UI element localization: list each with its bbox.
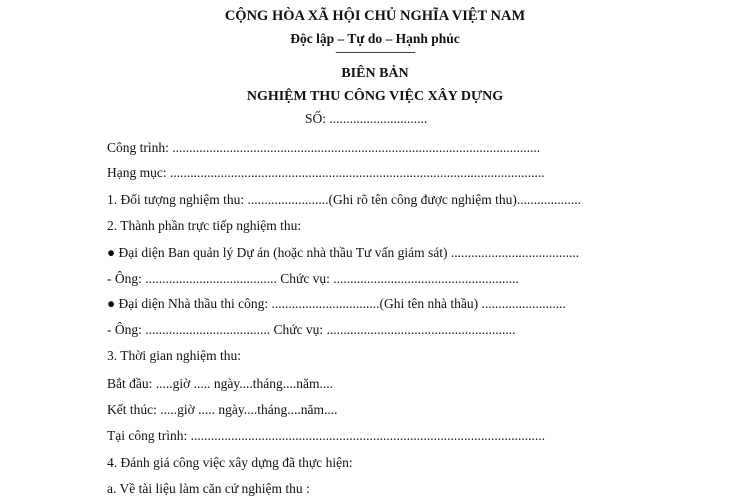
motto: Độc lập – Tự do – Hạnh phúc <box>290 31 460 46</box>
motto-underline: ---------------------------------- <box>335 47 415 58</box>
field-ket-thuc: Kết thúc: .....giờ ..... ngày....tháng....năm.... <box>107 402 338 417</box>
section-thoi-gian: 3. Thời gian nghiệm thu: <box>107 348 242 363</box>
field-cong-trinh: Công trình: ............................................................................................................. <box>107 140 541 155</box>
section-thanh-phan: 2. Thành phần trực tiếp nghiệm thu: <box>107 218 302 233</box>
section-danh-gia: 4. Đánh giá công việc xây dựng đã thực hiện: <box>107 455 353 470</box>
document-number: SỐ: ............................. <box>305 111 428 126</box>
field-bat-dau: Bắt đầu: .....giờ ..... ngày....tháng....năm.... <box>107 376 333 391</box>
section-tai-lieu: a. Về tài liệu làm căn cứ nghiệm thu : <box>107 481 310 496</box>
nation-heading: CỘNG HÒA XÃ HỘI CHỦ NGHĨA VIỆT NAM <box>224 8 526 24</box>
document-subtitle: NGHIỆM THU CÔNG VIỆC XÂY DỰNG <box>246 89 504 104</box>
document-title: BIÊN BẢN <box>341 66 409 81</box>
field-dai-dien-ban-ql: ● Đại diện Ban quản lý Dự án (hoặc nhà thầu Tư vấn giám sát) ...................................... <box>107 245 580 260</box>
field-doi-tuong: 1. Đối tượng nghiệm thu: ........................(Ghi rõ tên công được nghiệm thu)................... <box>107 192 581 207</box>
field-ong-chuc-vu-2: - Ông: ..................................... Chức vụ: ........................................................ <box>107 322 516 337</box>
field-dai-dien-nha-thau: ● Đại diện Nhà thầu thi công: ................................(Ghi tên nhà thầu) ......................... <box>107 296 566 311</box>
field-hang-muc: Hạng mục: ............................................................................................................... <box>107 165 545 180</box>
field-tai-cong-trinh: Tại công trình: ......................................................................................................... <box>107 428 545 443</box>
field-ong-chuc-vu-1: - Ông: ....................................... Chức vụ: ....................................................... <box>107 271 519 286</box>
